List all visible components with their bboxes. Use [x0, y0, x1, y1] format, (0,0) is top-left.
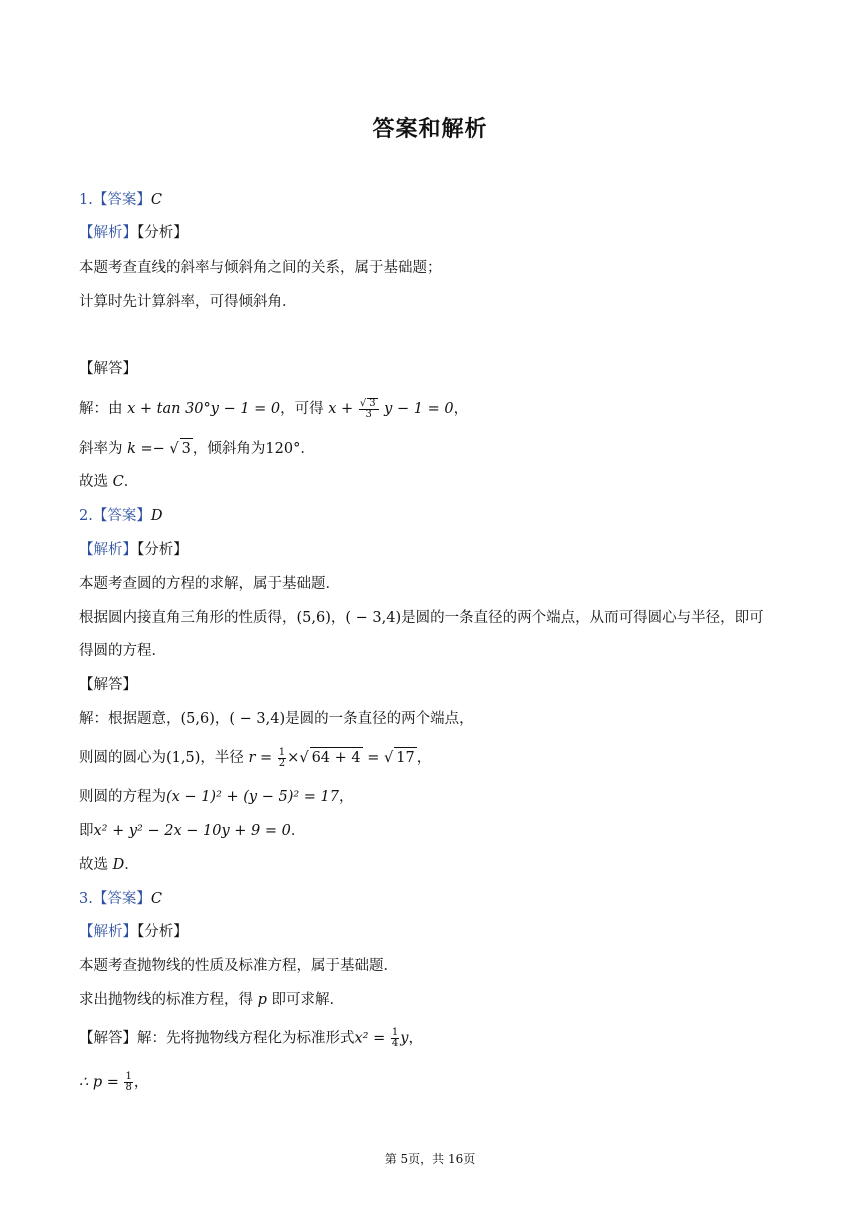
q3-p-line: [79, 1072, 148, 1093]
q2-sol4-end: ．: [290, 823, 306, 839]
q2-sol3-end: ，: [339, 789, 354, 805]
q3-answer-label: 3.【答案】: [79, 891, 151, 907]
q2-sol3-eq: (x − 1)² + (y − 5)² = 17: [166, 789, 339, 805]
q2-fenxi-label: 【分析】: [137, 542, 188, 558]
q2-sol2-end: ，: [416, 750, 432, 766]
q1-text1: 本题考查直线的斜率与倾斜角之间的关系，属于基础题；: [79, 260, 442, 276]
q3-text1: 本题考查抛物线的性质及标准方程，属于基础题．: [79, 958, 398, 974]
q2-sol2-r: r =: [248, 750, 273, 766]
q3-p-frac-den: 8: [125, 1082, 132, 1093]
q2-solution-label: 【解答】: [79, 677, 137, 693]
q3-text2: [79, 990, 344, 1010]
q3-answer-value: C: [150, 891, 162, 907]
page-title: 答案和解析: [372, 117, 488, 142]
q2-analysis-header: [79, 540, 188, 560]
q1-text2: 计算时先计算斜率，可得倾斜角．: [79, 294, 297, 310]
q2-sol3: [79, 787, 354, 807]
q2-text1: 本题考查圆的方程的求解，属于基础题．: [79, 576, 340, 592]
q1-choose-prefix: 故选: [79, 474, 108, 490]
q2-choose: [79, 855, 139, 875]
q2-half-fraction: [278, 748, 286, 769]
q2-rad2: 17: [394, 747, 416, 768]
q1-slope-angle: 120°: [265, 441, 301, 457]
q2-choose-value: D: [112, 857, 125, 873]
q1-slope-prefix: 斜率为: [79, 441, 123, 457]
q3-fenxi-label: 【分析】: [137, 924, 188, 940]
q2-sol3-prefix: 则圆的方程为: [79, 789, 166, 805]
q1-sol-prefix: 解：由: [79, 401, 123, 417]
q1-analysis-label: 【解析】: [79, 225, 137, 241]
q1-sol-eq2-a: x +: [328, 401, 354, 417]
q3-analysis-label: 【解析】: [79, 924, 137, 940]
q3-sol-end: ，: [408, 1030, 423, 1047]
q2-choose-end: ．: [124, 857, 139, 873]
q1-sqrt3-over-3: $\frac{√ 3}{3}$: [359, 398, 379, 420]
q2-analysis-label: 【解析】: [79, 542, 137, 558]
q1-solution-line1: [79, 398, 468, 420]
q2-answer-value: D: [150, 508, 163, 524]
q1-slope-line: 斜率为 k =− √ 3 ，倾斜角为120°．: [79, 438, 315, 459]
page-footer: 第 5页，共 16页: [384, 1152, 476, 1166]
q1-sol-mid: ，可得: [280, 401, 324, 417]
q1-slope-rad: 3: [180, 438, 193, 459]
q1-sol-eq1: x + tan 30°y − 1 = 0: [127, 401, 281, 417]
q1-sol-eq2-b: y − 1 = 0: [384, 401, 454, 417]
q2-sol2-prefix: 则圆的圆心为(1,5)，半径: [79, 750, 244, 766]
q2-answer: [79, 506, 162, 526]
q2-answer-label: 2.【答案】: [79, 508, 151, 524]
q2-sol4-prefix: 即: [79, 823, 94, 839]
q2-sol1: 解：根据题意，(5,6)，( − 3,4)是圆的一条直径的两个端点，: [79, 711, 474, 727]
q3-frac-den: 4: [391, 1038, 399, 1049]
q3-analysis-header: [79, 922, 188, 942]
q2-text2: 根据圆内接直角三角形的性质得，(5,6)，( − 3,4)是圆的一条直径的两个端点，从而可得圆心与半径，即可: [79, 610, 764, 626]
q3-solution: [79, 1028, 423, 1049]
q2-text3: 得圆的方程．: [79, 643, 166, 659]
q2-frac-den: 2: [278, 757, 286, 769]
q1-answer-value: C: [150, 192, 162, 208]
q1-slope-eq: k =−: [127, 441, 170, 457]
q1-slope-mid: ，倾斜角为: [192, 441, 266, 457]
q3-p-end: ，: [133, 1074, 149, 1091]
q2-choose-prefix: 故选: [79, 857, 108, 873]
q3-eighth-fraction: [124, 1072, 132, 1093]
q3-frac-num: 1: [391, 1027, 399, 1038]
q1-choose-end: ．: [123, 474, 139, 490]
q3-sol-text: 解：先将抛物线方程化为标准形式: [137, 1030, 355, 1047]
q2-sol2: 则圆的圆心为(1,5)，半径 r = $\frac{1}{2}$ ×√ 64 + 4 = √ 17 ，: [79, 746, 432, 769]
q3-text2-a: 求出抛物线的标准方程，得: [79, 992, 253, 1008]
q2-sol4-eq: x² + y² − 2x − 10y + 9 = 0: [93, 823, 291, 839]
q1-frac-den: 3: [365, 409, 372, 420]
q3-quarter-fraction: [391, 1028, 399, 1049]
q1-sqrt-num: 3: [369, 398, 376, 409]
q3-sol-label: 【解答】: [79, 1030, 137, 1047]
q2-frac-num: 1: [278, 746, 286, 758]
q3-p-prefix: ∴ p =: [79, 1074, 119, 1091]
q1-analysis-header: [79, 223, 188, 243]
q2-times: ×: [287, 750, 300, 766]
q1-answer: [79, 190, 162, 210]
q2-rad1: 64 + 4: [310, 747, 363, 768]
q1-choose: [79, 472, 138, 492]
q3-text2-p: p: [257, 992, 267, 1008]
q3-sol-eq-b: y: [400, 1030, 409, 1047]
q3-text2-b: 即可求解．: [271, 992, 345, 1008]
q2-eq-sign: =: [362, 750, 384, 766]
q1-answer-label: 1.【答案】: [79, 192, 151, 208]
q1-choose-value: C: [112, 474, 124, 490]
q3-p-frac-num: 1: [125, 1071, 132, 1082]
q3-sol-eq-a: x² =: [354, 1030, 386, 1047]
q2-sol4: [79, 821, 305, 841]
q1-slope-end: ．: [300, 441, 315, 457]
q1-solution-label: 【解答】: [79, 361, 137, 377]
q3-answer: [79, 889, 162, 909]
q1-fenxi-label: 【分析】: [137, 225, 188, 241]
q1-sol-end: ，: [453, 401, 469, 417]
